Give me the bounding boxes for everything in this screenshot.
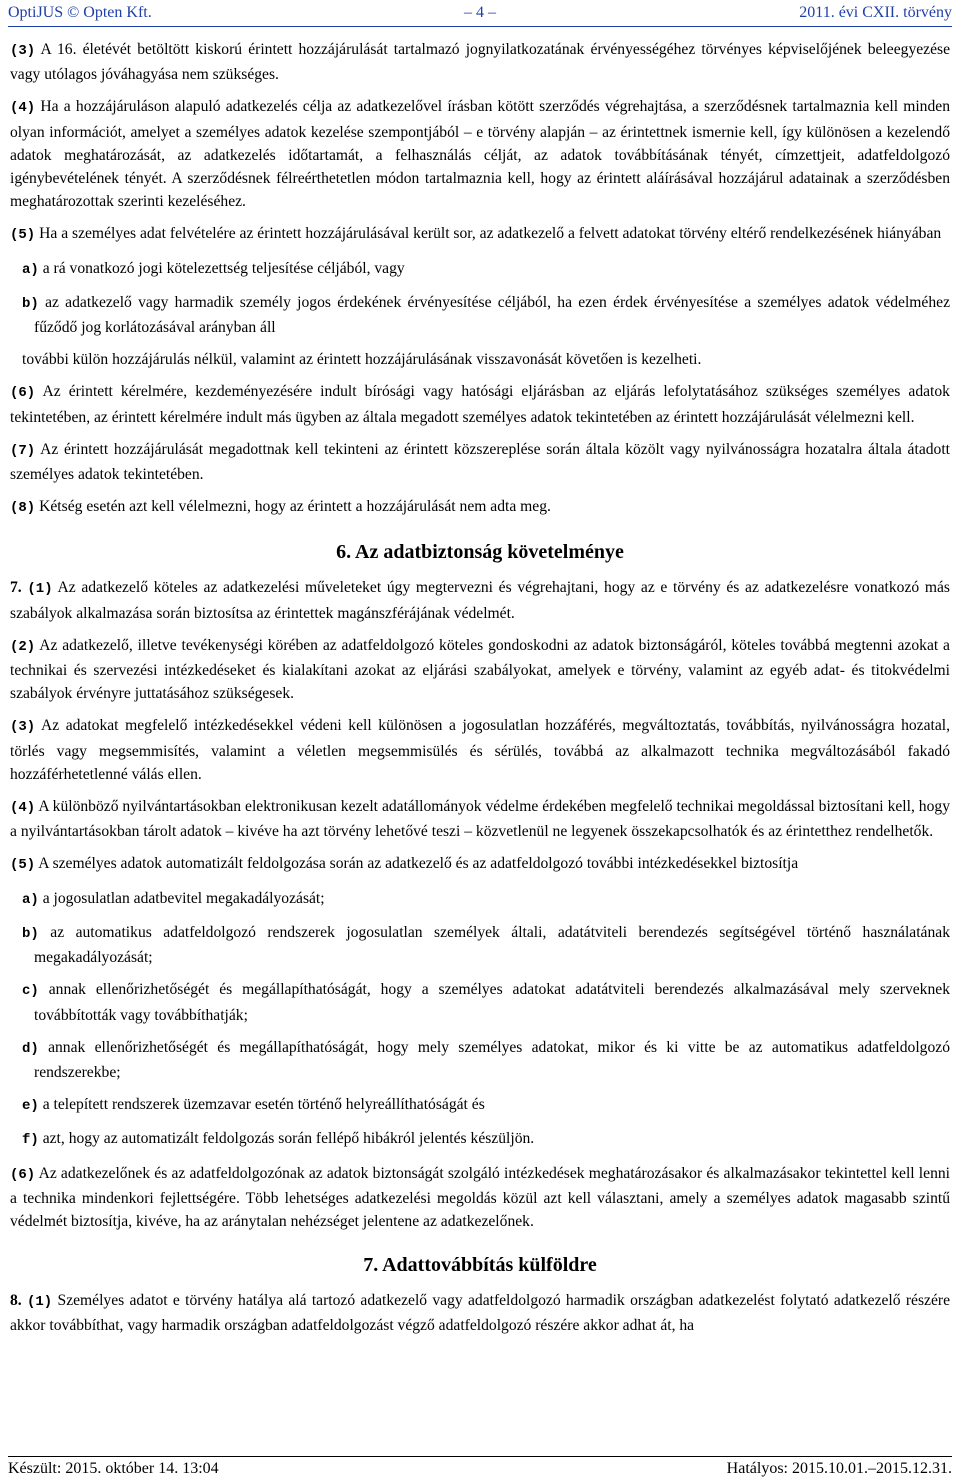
list-item: d) annak ellenőrizhetőségét és megállapíthatóságát, hogy mely személyes adatokat, mikor és ki vitte be az automatikus adatfeldolgozó rendszerekbe; (22, 1038, 950, 1081)
paragraph: (5) A személyes adatok automatizált feldolgozása során az adatkezelő és az adatfeldolgozó további intézkedésekkel biztosítja (10, 855, 799, 874)
page-header (8, 0, 952, 27)
paragraph: 8. (1) Személyes adatot e törvény hatálya alá tartozó adatkezelő vagy adatfeldolgozó harmadik országban adatkezelést folytató adatkezelő részére akkor továbbíthat, vagy harmadik országban adatfeldolgozást végző adatfeldolgozó részére akkor adhat át, ha (10, 1292, 950, 1335)
list-item: c) annak ellenőrizhetőségét és megállapíthatóságát, hogy a személyes adatokat adatátviteli berendezés alkalmazásával mely szerveknek továbbították vagy továbbíthatják; (22, 981, 950, 1024)
list-item: b) az adatkezelő vagy harmadik személy jogos érdekének érvényesítése céljából, ha ezen érdek érvényesítése a személyes adatok védelméhez fűződő jog korlátozásával arányban áll (22, 293, 950, 337)
section-heading: 6. Az adatbiztonság követelménye (336, 541, 624, 564)
header-law-title: 2011. évi CXII. törvény (799, 4, 952, 21)
paragraph: (2) Az adatkezelő, illetve tevékenységi körében az adatfeldolgozó köteles gondoskodni az adatok biztonságáról, köteles továbbá megtenni azokat a technikai és szervezési intézkedéseket és kialakítani azokat az eljárási szabályokat, amelyek e törvény, valamint az egyéb adat- és titokvédelmi szabályok érvényre juttatásához szükségesek. (10, 636, 950, 703)
list-item: f) azt, hogy az automatizált feldolgozás során fellépő hibákról jelentés készüljön. (22, 1130, 535, 1149)
list-item: b) az automatikus adatfeldolgozó rendszerek jogosulatlan személyek általi, adatátviteli berendezés segítségével történő használatának megakadályozását; (22, 923, 950, 967)
section-heading: 7. Adattovábbítás külföldre (363, 1254, 597, 1277)
header-page-number: – 4 – (464, 4, 496, 21)
footer-effective-dates: Hatályos: 2015.10.01.–2015.12.31. (726, 1460, 952, 1477)
paragraph: (3) Az adatokat megfelelő intézkedésekkel védeni kell különösen a jogosulatlan hozzáférés, megváltoztatás, továbbítás, nyilvánosságra hozatal, törlés vagy megsemmisítés, valamint a véletlen megsemmisülés és sérülés, továbbá az alkalmazott technika megváltozásából fakadó hozzáférhetetlenné válás ellen. (10, 717, 950, 783)
paragraph: (5) Ha a személyes adat felvételére az érintett hozzájárulásával került sor, az adatkezelő a felvett adatokat törvény eltérő rendelkezésének hiányában (10, 225, 942, 244)
paragraph-continuation: további külön hozzájárulás nélkül, valamint az érintett hozzájárulásának visszavonását követően is kezelheti. (22, 351, 702, 369)
paragraph: (3) A 16. életévét betöltött kiskorú érintett hozzájárulását tartalmazó jognyilatkozatának érvényességéhez törvényes képviselőjének beleegyezése vagy utólagos jóváhagyása nem szükséges. (10, 41, 950, 84)
footer-created-date: Készült: 2015. október 14. 13:04 (8, 1460, 219, 1477)
list-item: a) a rá vonatkozó jogi kötelezettség teljesítése céljából, vagy (22, 259, 405, 278)
paragraph: (7) Az érintett hozzájárulását megadottnak kell tekinteni az érintett közszereplése során általa közölt vagy nyilvánosságra hozatalra általa átadott személyes adatok tekintetében. (10, 440, 950, 484)
list-item: a) a jogosulatlan adatbevitel megakadályozását; (22, 889, 325, 908)
paragraph: (6) Az érintett kérelmére, kezdeményezésére indult bírósági vagy hatósági eljárásban az eljárás lefolytatásához szükséges személyes adatok tekintetében, az érintett kérelmére indult más ügyben az általa megadott személyes adatok tekintetében az érintett hozzájárulását vélelmezni kell. (10, 383, 950, 426)
header-publisher: OptiJUS © Opten Kft. (8, 4, 152, 21)
document-body (10, 38, 950, 1347)
paragraph: (6) Az adatkezelőnek és az adatfeldolgozónak az adatok biztonságát szolgáló intézkedések meghatározásakor és alkalmazásakor tekintettel kell lenni a technika mindenkori fejlettségére. Több lehetséges adatkezelési megoldás közül azt kell választani, amely a személyes adatok magasabb szintű védelmét biztosítja, kivéve, ha az aránytalan nehézséget jelentene az adatkezelőnek. (10, 1164, 950, 1230)
paragraph: (4) Ha a hozzájáruláson alapuló adatkezelés célja az adatkezelővel írásban kötött szerződés végrehajtása, a szerződésnek tartalmaznia kell minden olyan információt, amelyet a személyes adatok kezelése szempontjából – e törvény alapján – az érintettnek ismernie kell, így különösen a kezelendő adatok meghatározását, az adatkezelés időtartamát, a felhasználás célját, az adatok továbbításának tényét, címzettjeit, adatfeldolgozó igénybevételének tényét. A szerződésnek félreérthetetlen módon tartalmaznia kell, hogy az érintett aláírásával hozzájárul adatainak a szerződésben meghatározottak szerinti kezeléséhez. (10, 98, 950, 211)
paragraph: (4) A különböző nyilvántartásokban elektronikusan kezelt adatállományok védelme érdekében megfelelő technikai megoldással biztosítani kell, hogy a nyilvántartásokban tárolt adatok – kivéve ha azt törvény lehetővé teszi – közvetlenül ne legyenek összekapcsolhatók és az érintetthez rendelhetők. (10, 798, 950, 841)
paragraph: 7. (1) Az adatkezelő köteles az adatkezelési műveleteket úgy megtervezni és végrehajtani, hogy az e törvény és az adatkezelésre vonatkozó más szabályok alkalmazása során biztosítsa az érintettek magánszférájának védelmét. (10, 579, 950, 622)
list-item: e) a telepített rendszerek üzemzavar esetén történő helyreállíthatóságát és (22, 1096, 485, 1115)
page-footer (8, 1456, 952, 1481)
paragraph: (8) Kétség esetén azt kell vélelmezni, hogy az érintett a hozzájárulását nem adta meg. (10, 498, 551, 517)
